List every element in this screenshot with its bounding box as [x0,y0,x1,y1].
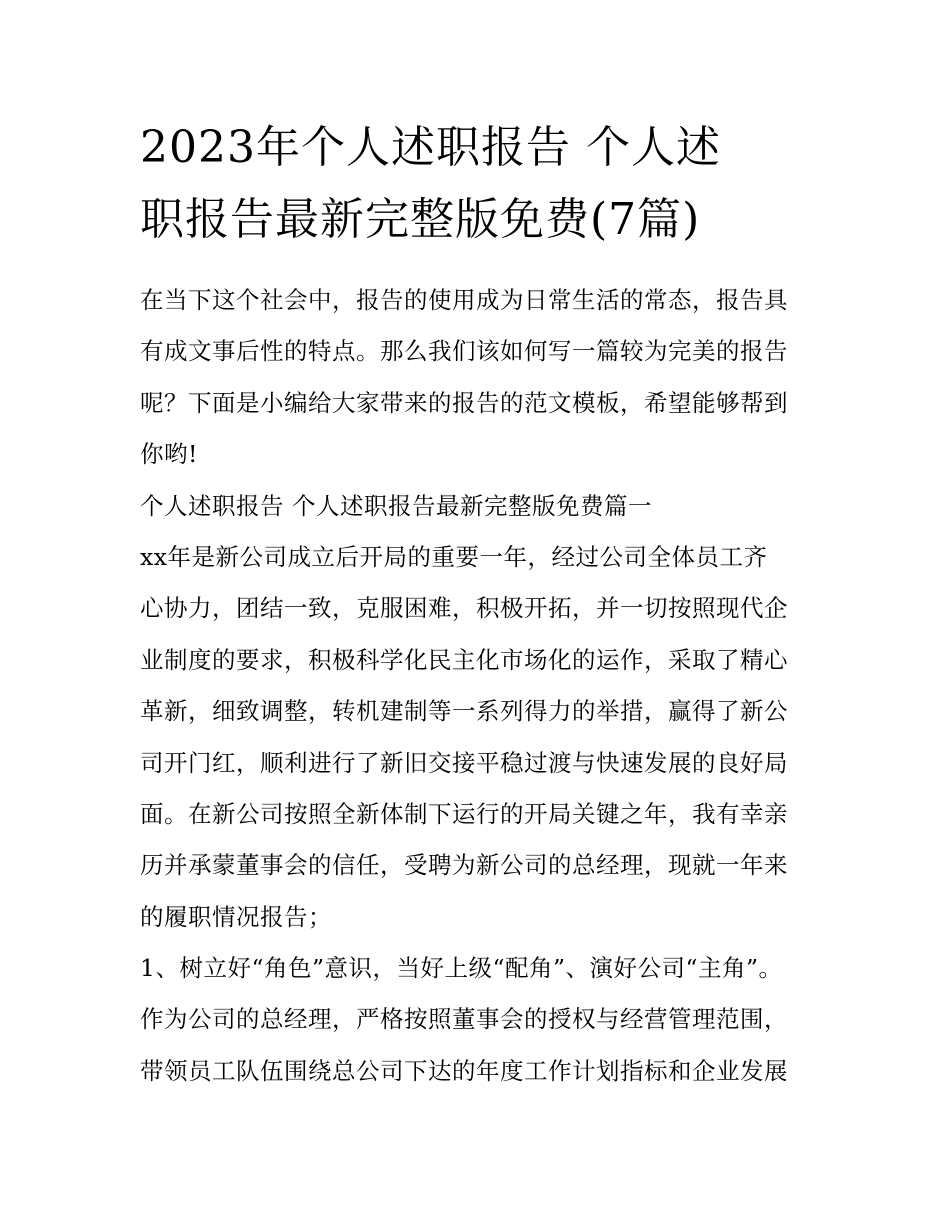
paragraph-line-3: 业制度的要求，积极科学化民主化市场化的运作，采取了精心 [140,645,788,674]
paragraph-2-line-1: 作为公司的总经理，严格按照董事会的授权与经营管理范围， [140,1005,788,1034]
paragraph-line-6: 面。在新公司按照全新体制下运行的开局关键之年，我有幸亲 [140,799,788,828]
title-line-1: 2023年个人述职报告 个人述 [140,122,721,173]
paragraph-2-line-2: 带领员工队伍围绕总公司下达的年度工作计划指标和企业发展 [140,1056,788,1085]
paragraph-line-5: 司开门红，顺利进行了新旧交接平稳过渡与快速发展的良好局 [140,748,788,777]
intro-line-1: 在当下这个社会中，报告的使用成为日常生活的常态，报告具 [140,286,788,314]
document-title [140,112,820,256]
intro-line-4: 你哟! [140,440,198,469]
paragraph-line-1: xx年是新公司成立后开局的重要一年，经过公司全体员工齐 [140,542,768,571]
section-heading: 个人述职报告 个人述职报告最新完整版免费篇一 [140,491,652,520]
list-item-1: 1、树立好“角色”意识，当好上级“配角”、演好公司“主角”。 [140,954,783,983]
intro-line-2: 有成文事后性的特点。那么我们该如何写一篇较为完美的报告 [140,337,788,366]
document-body [140,275,820,1097]
paragraph-line-7: 历并承蒙董事会的信任，受聘为新公司的总经理，现就一年来 [140,851,788,880]
intro-line-3: 呢？下面是小编给大家带来的报告的范文模板，希望能够帮到 [140,388,788,417]
title-line-2: 职报告最新完整版免费(7篇) [140,194,701,245]
paragraph-line-8: 的履职情况报告； [140,902,332,931]
paragraph-line-2: 心协力，团结一致，克服困难，积极开拓，并一切按照现代企 [140,594,788,623]
paragraph-line-4: 革新，细致调整，转机建制等一系列得力的举措，赢得了新公 [140,697,788,726]
